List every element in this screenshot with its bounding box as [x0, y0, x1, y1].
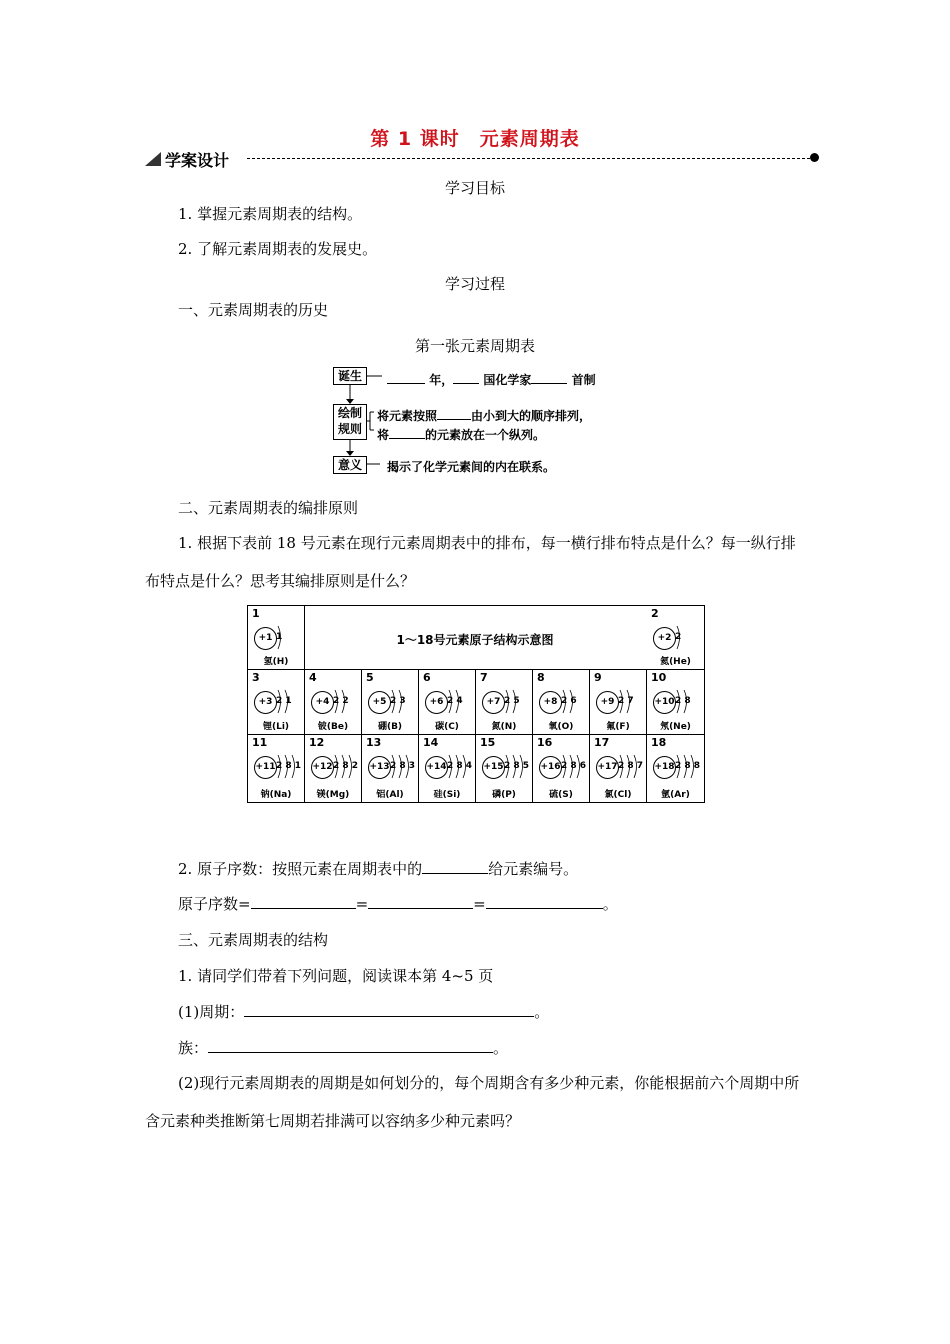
shell-arcs-icon [274, 623, 314, 653]
atomic-number: 5 [366, 671, 374, 684]
section-1-heading: 一、元素周期表的历史 [178, 301, 329, 319]
element-name: 氦(He) [660, 657, 691, 667]
nucleus-charge: +16 [539, 756, 562, 779]
atomic-number: 17 [594, 736, 610, 749]
periodic-table-1-18 [247, 605, 705, 803]
nucleus-charge: +4 [311, 691, 334, 714]
nucleus-charge: +8 [539, 691, 562, 714]
atomic-number: 11 [252, 736, 268, 749]
element-cell [362, 670, 419, 735]
electron-shells: 2 8 2 [333, 761, 359, 771]
shell-arcs-icon [673, 687, 713, 717]
table-top-row-border [305, 669, 647, 670]
question-3-1: (1)周期： 。 [178, 1003, 550, 1021]
element-cell [476, 670, 533, 735]
goals-heading: 学习目标 [444, 179, 505, 197]
electron-shells: 2 8 8 [675, 761, 701, 771]
section-banner [145, 146, 825, 172]
electron-shells: 2 5 [504, 696, 520, 706]
nucleus-charge: +3 [254, 691, 277, 714]
goal-item-2: 2. 了解元素周期表的发展史。 [178, 240, 378, 258]
banner-dashed-line [247, 158, 815, 159]
diagram-text-rule-2: 将 的元素放在一个纵列。 [377, 424, 545, 443]
nucleus-charge: +6 [425, 691, 448, 714]
atomic-number: 6 [423, 671, 431, 684]
element-cell [419, 735, 476, 802]
group-answer-blank[interactable] [208, 1038, 493, 1053]
element-name: 钠(Na) [260, 790, 292, 800]
nucleus-charge: +5 [368, 691, 391, 714]
element-cell [476, 735, 533, 802]
electron-shells: 2 6 [561, 696, 577, 706]
element-name: 氢(H) [263, 657, 289, 667]
electron-shells: 2 2 [333, 696, 349, 706]
element-name: 锂(Li) [262, 722, 290, 732]
element-cell [305, 670, 362, 735]
electron-shells: 2 8 4 [447, 761, 473, 771]
diagram-box-rules-line1: 绘制 [337, 406, 362, 420]
element-name: 碳(C) [435, 722, 459, 732]
atomic-number: 16 [537, 736, 553, 749]
atomic-number: 7 [480, 671, 488, 684]
question-2-line-2: 原子序数= = = 。 [178, 895, 618, 913]
atomic-number: 2 [651, 607, 659, 620]
banner-triangle-icon [145, 152, 161, 166]
element-name: 铝(Al) [376, 790, 404, 800]
element-cell [647, 606, 704, 670]
element-name: 氯(Cl) [604, 790, 632, 800]
element-name: 氩(Ar) [661, 790, 690, 800]
element-cell [305, 735, 362, 802]
question-3-2: (2)现行元素周期表的周期是如何划分的，每个周期含有多少种元素，你能根据前六个周期中所含元素种类推断第七周期若排满可以容纳多少种元素吗？ [145, 1074, 800, 1130]
element-cell [647, 735, 704, 802]
atomic-number: 13 [366, 736, 382, 749]
nucleus-charge: +14 [425, 756, 448, 779]
goal-item-1: 1. 掌握元素周期表的结构。 [178, 205, 363, 223]
nucleus-charge: +13 [368, 756, 391, 779]
atomic-number: 9 [594, 671, 602, 684]
electron-shells: 2 8 1 [276, 761, 302, 771]
question-3: 1. 请同学们带着下列问题，阅读课本第 4~5 页 [178, 967, 494, 985]
element-cell [590, 735, 647, 802]
element-cell [248, 606, 305, 670]
atomic-number: 18 [651, 736, 667, 749]
nucleus-charge: +10 [653, 691, 676, 714]
nucleus-charge: +15 [482, 756, 505, 779]
nucleus-charge: +1 [254, 627, 277, 650]
nucleus-charge: +18 [653, 756, 676, 779]
element-name: 硼(B) [377, 722, 403, 732]
atomic-number: 15 [480, 736, 496, 749]
section-3-heading: 三、元素周期表的结构 [178, 931, 329, 949]
electron-shells: 2 7 [618, 696, 634, 706]
electron-shells: 2 1 [276, 696, 292, 706]
electron-shells: 2 8 7 [618, 761, 644, 771]
page-title: 第 1 课时 元素周期表 [370, 128, 580, 150]
atomic-number: 4 [309, 671, 317, 684]
banner-end-dot-icon [810, 153, 819, 162]
element-cell [419, 670, 476, 735]
diagram-text-birth: 年， 国化学家 首制 [387, 369, 596, 388]
diagram-box-meaning: 意义 [333, 456, 367, 474]
nucleus-charge: +7 [482, 691, 505, 714]
banner-label: 学案设计 [165, 151, 230, 170]
electron-shells: 2 8 6 [561, 761, 587, 771]
electron-shells: 2 8 3 [390, 761, 416, 771]
diagram-text-meaning: 揭示了化学元素间的内在联系。 [387, 460, 556, 474]
process-heading: 学习过程 [444, 275, 505, 293]
answer-blank-1[interactable] [251, 894, 356, 909]
nucleus-charge: +11 [254, 756, 277, 779]
element-name: 氧(O) [548, 722, 574, 732]
atomic-number: 1 [252, 607, 260, 620]
atomic-number: 3 [252, 671, 260, 684]
element-name: 磷(P) [492, 790, 516, 800]
element-name: 氖(Ne) [660, 722, 691, 732]
question-2-line-1: 2. 原子序数：按照元素在周期表中的 给元素编号。 [178, 860, 579, 878]
element-cell [647, 670, 704, 735]
electron-shells: 2 [675, 632, 682, 642]
diagram-title: 第一张元素周期表 [414, 337, 535, 355]
diagram-box-rules-line2: 规则 [337, 422, 362, 436]
periodic-table-title: 1～18号元素原子结构示意图 [396, 633, 554, 647]
electron-shells: 1 [276, 632, 283, 642]
element-cell [362, 735, 419, 802]
question-3-group: 族： 。 [178, 1039, 509, 1057]
element-name: 氟(F) [606, 722, 630, 732]
question-1: 1. 根据下表前 18 号元素在现行元素周期表中的排布，每一横行排布特点是什么？每一纵行排布特点是什么？思考其编排原则是什么？ [145, 534, 796, 590]
electron-shells: 2 3 [390, 696, 406, 706]
nucleus-charge: +9 [596, 691, 619, 714]
element-cell [533, 735, 590, 802]
nucleus-charge: +17 [596, 756, 619, 779]
element-cell [248, 735, 305, 802]
electron-shells: 2 8 5 [504, 761, 530, 771]
answer-blank-3[interactable] [486, 894, 603, 909]
element-cell [533, 670, 590, 735]
atomic-number: 12 [309, 736, 325, 749]
period-answer-blank[interactable] [244, 1002, 534, 1017]
element-name: 氮(N) [491, 722, 517, 732]
shell-arcs-icon [673, 752, 713, 782]
element-name: 硫(S) [549, 790, 573, 800]
nucleus-charge: +12 [311, 756, 334, 779]
diagram-text-rule-1: 将元素按照 由小到大的顺序排列， [377, 405, 591, 424]
diagram-box-birth: 诞生 [333, 367, 367, 385]
atomic-number: 10 [651, 671, 667, 684]
answer-blank-2[interactable] [368, 894, 473, 909]
element-name: 镁(Mg) [316, 790, 350, 800]
atomic-number: 8 [537, 671, 545, 684]
electron-shells: 2 8 [675, 696, 691, 706]
nucleus-charge: +2 [653, 627, 676, 650]
element-name: 硅(Si) [433, 790, 461, 800]
history-diagram [330, 364, 630, 479]
element-cell [590, 670, 647, 735]
atomic-number: 14 [423, 736, 439, 749]
shell-arcs-icon [673, 623, 713, 653]
element-name: 铍(Be) [317, 722, 349, 732]
electron-shells: 2 4 [447, 696, 463, 706]
element-cell [248, 670, 305, 735]
section-2-heading: 二、元素周期表的编排原则 [178, 499, 359, 517]
